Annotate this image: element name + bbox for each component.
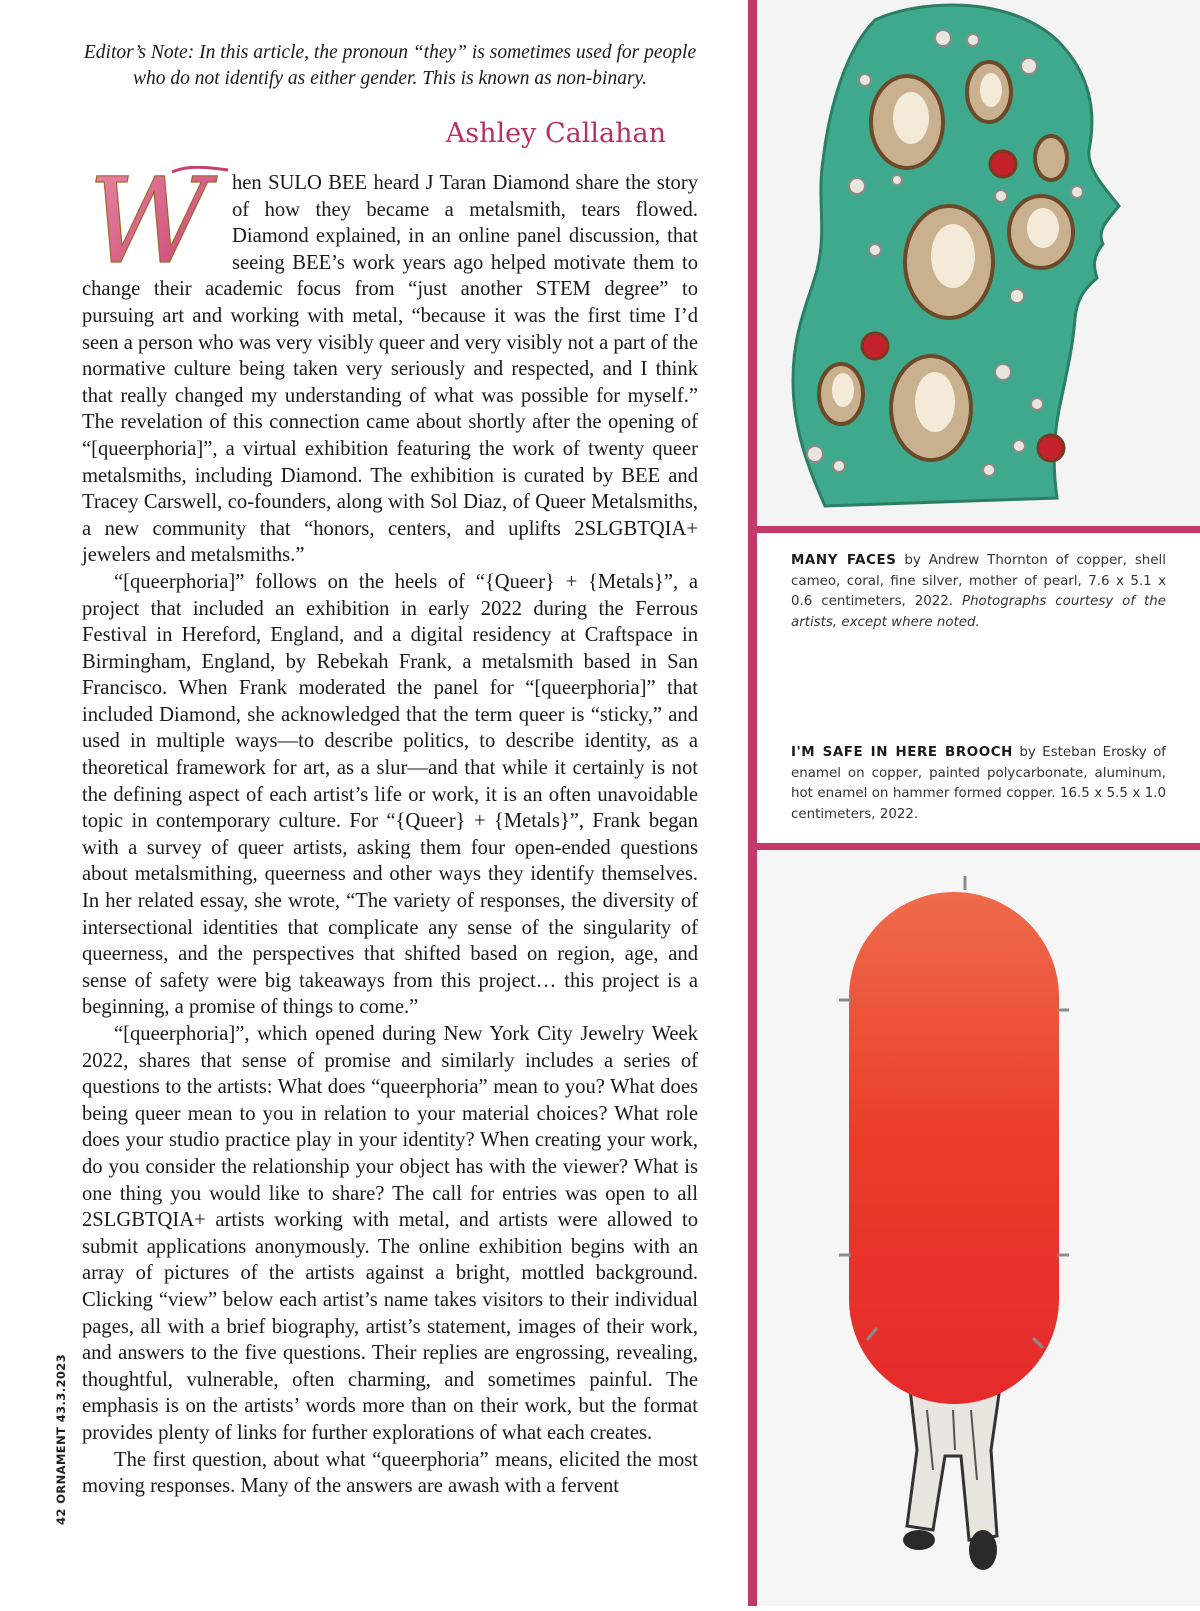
author-byline: Ashley Callahan — [445, 118, 666, 149]
paragraph-4: The first question, about what “queerphoria” means, elicited the most moving responses. Many of the answers are awash with a fervent — [82, 1448, 698, 1498]
dropcap-w-icon — [80, 166, 230, 272]
article-body — [82, 166, 698, 1500]
horizontal-rule-top — [748, 526, 1200, 533]
caption-credit: Photographs courtesy of the artists, except where noted. — [791, 594, 1166, 630]
many-faces-photo — [757, 0, 1200, 526]
page-folio: 42 ORNAMENT 43.3.2023 — [54, 1353, 68, 1525]
red-oval-figure-icon — [757, 850, 1200, 1606]
caption-many-faces — [791, 551, 1166, 633]
vertical-rule — [748, 0, 757, 1606]
cameo-head-silhouette-icon — [757, 0, 1200, 526]
dropcap-letter: W — [88, 166, 210, 272]
paragraph-2: “[queerphoria]” follows on the heels of “{Queer} + {Metals}”, a project that included an exhibition in early 2022 during the Ferrous Festival in Hereford, England, and a digital residency at Craftspace in Birmingham, England, by Rebekah Frank, a metalsmith based in San Francisco. When Frank moderated the panel for “[queerphoria]” that included Diamond, she acknowledged that the term queer is “sticky,” and used in multiple ways—to describe politics, to describe identity, as a theoretical framework for art, as a slur—and that while it certainly is not the defining aspect of each artist’s life or work, it is an often unavoidable topic in contemporary culture. For “{Queer} + {Metals}”, Frank began with a survey of queer artists, asking them four open-ended questions about metalsmithing, queerness and other ways they identify themselves. In her related essay, she wrote, “The variety of responses, the diversity of intersectional identities that complicate any sense of the singularity of queerness, and the perspectives that shifted based on region, age, and sense of safety were big takeaways from this project… this project is a beginning, a promise of things to come.” — [82, 570, 698, 1019]
safe-brooch-photo — [757, 850, 1200, 1606]
editor-note: Editor’s Note: In this article, the pronoun “they” is sometimes used for people who do not identify as either gender. This is known as non-binary. — [83, 42, 697, 89]
paragraph-1 — [82, 166, 698, 569]
caption-text: by Andrew Thornton of copper, shell cameo, coral, fine silver, mother of pearl, 7.6 x 5.1 x 0.6 centimeters, 2022. — [791, 553, 1166, 609]
caption-text: by Esteban Erosky of enamel on copper, painted polycarbonate, aluminum, hot enamel on hammer formed copper. 16.5 x 5.5 x 1.0 centimeters, 2022. — [791, 745, 1166, 822]
caption-title: MANY FACES — [791, 553, 897, 568]
paragraph-1-text: hen SULO BEE heard J Taran Diamond share the story of how they became a metalsmith, tears flowed. Diamond explained, in an online panel discussion, that seeing BEE’s work years ago helped motivate them to change their academic focus from “just another STEM degree” to pursuing art and working with metal, “because it was the first time I’d seen a person who was very visibly queer and very visibly not a part of the normative culture being taken very seriously and respected, and I think that really changed my understanding of what was possible for myself.” The revelation of this connection came about shortly after the opening of “[queerphoria]”, a virtual exhibition featuring the work of twenty queer metalsmiths, including Diamond. The exhibition is curated by BEE and Tracey Carswell, co-founders, along with Sol Diaz, of Queer Metalsmiths, a new community that “honors, centers, and uplifts 2SLGBTQIA+ jewelers and metalsmiths.” — [82, 172, 698, 567]
horizontal-rule-bottom — [748, 843, 1200, 850]
paragraph-3: “[queerphoria]”, which opened during New York City Jewelry Week 2022, shares that sense of promise and similarly includes a series of questions to the artists: What does “queerphoria” mean to you? What does being queer mean to you in relation to your material choices? What role does your studio practice play in your identity? When creating your work, do you consider the relationship your object has with the viewer? What is one thing you would like to share? The call for entries was open to all 2SLGBTQIA+ artists working with metal, and artists were allowed to submit applications anonymously. The online exhibition begins with an array of pictures of the artists against a bright, mottled background. Clicking “view” below each artist’s name takes visitors to their individual pages, all with a brief biography, artist’s statement, images of their work, and answers to the five questions. Their replies are engrossing, revealing, thoughtful, vulnerable, often charming, and sometimes painful. The emphasis is on the artists’ words more than on their work, but the format provides plenty of links for further explorations of what each creates. — [82, 1023, 698, 1444]
caption-safe-brooch — [791, 743, 1166, 825]
caption-title: I'M SAFE IN HERE BROOCH — [791, 745, 1013, 760]
